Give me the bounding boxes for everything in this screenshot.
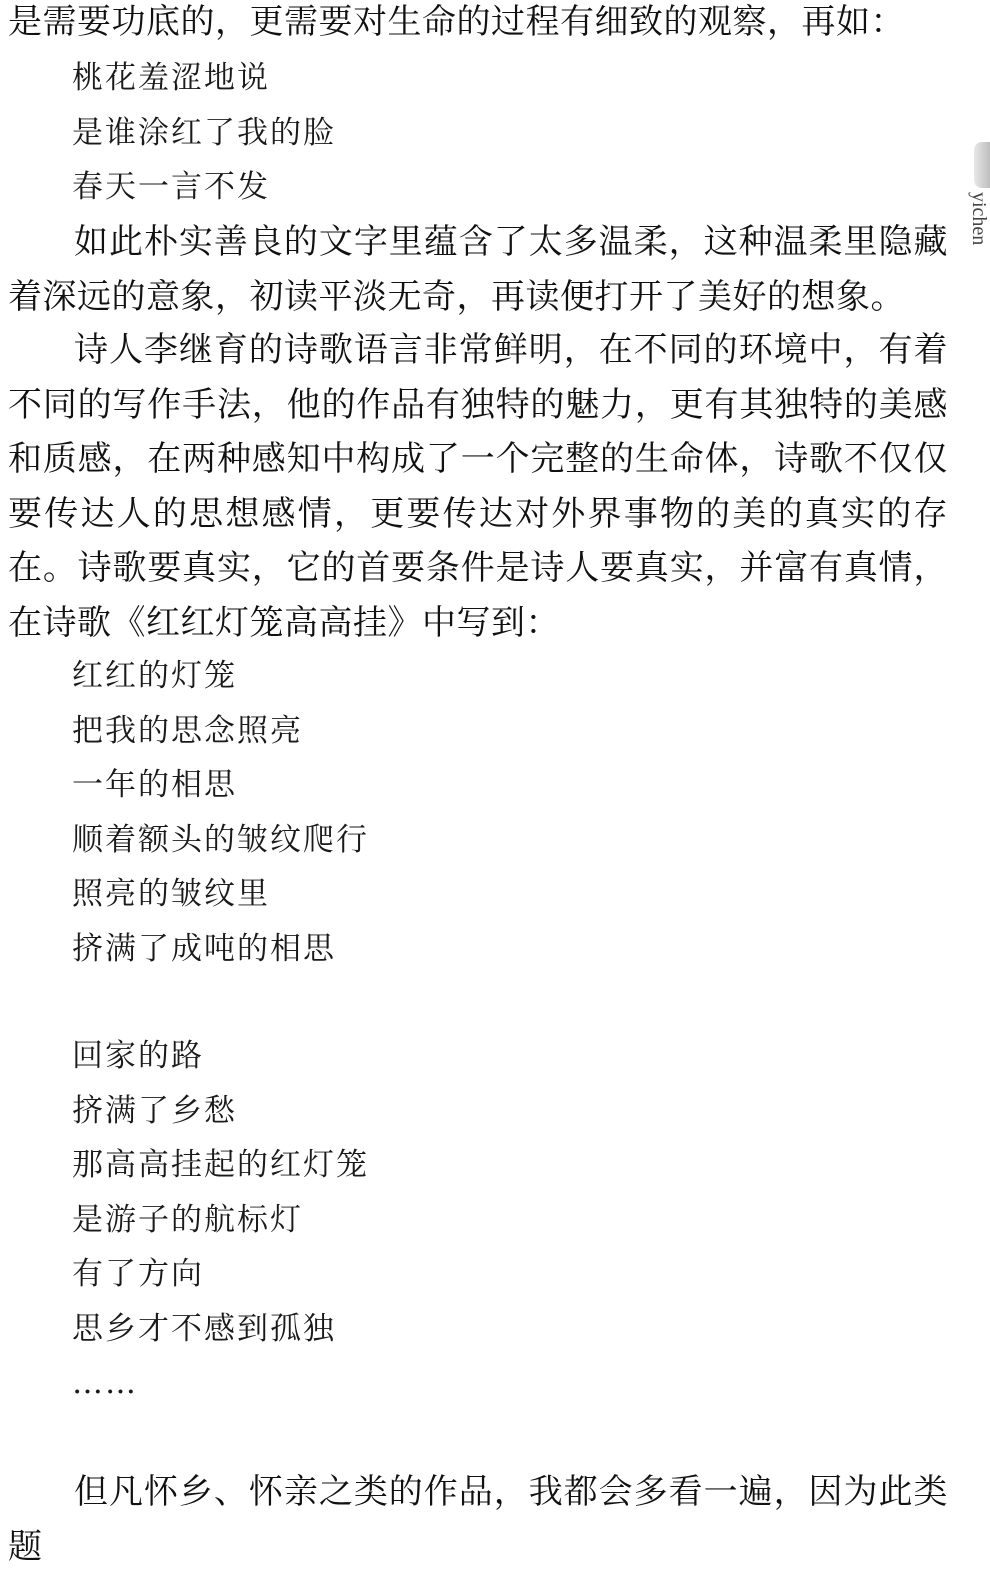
verse-line: 思乡才不感到孤独 xyxy=(72,1310,336,1347)
edge-tab-label: yichen xyxy=(968,192,990,246)
verse-ellipsis: …… xyxy=(72,1365,138,1401)
verse-block-red-lantern xyxy=(72,649,369,976)
verse-line: 把我的思念照亮 xyxy=(72,712,303,749)
verse-line: 有了方向 xyxy=(72,1256,204,1292)
verse-line: 挤满了成吨的相思 xyxy=(72,930,336,967)
paragraph-continuation: 是需要功底的，更需要对生命的过程有细致的观察，再如： xyxy=(8,2,905,42)
verse-line: 是谁涂红了我的脸 xyxy=(72,114,336,151)
verse-line: 红红的灯笼 xyxy=(72,658,237,694)
paragraph-homesick-works: 但凡怀乡、怀亲之类的作品，我都会多看一遍，因为此类题 xyxy=(8,1472,948,1567)
verse-line: 回家的路 xyxy=(72,1038,204,1074)
verse-line: 顺着额头的皱纹爬行 xyxy=(72,821,369,858)
verse-line: 春天一言不发 xyxy=(72,169,270,205)
verse-line: 一年的相思 xyxy=(72,767,237,803)
edge-ornament-icon xyxy=(974,142,990,188)
page-edge-tab xyxy=(968,70,990,246)
paragraph-poet-language: 诗人李继育的诗歌语言非常鲜明，在不同的环境中，有着不同的写作手法，他的作品有独特的魅力，更有其独特的美感和质感，在两种感知中构成了一个完整的生命体，诗歌不仅仅要传达人的思想感情，更要传达对外界事物的美的真实的存在。诗歌要真实，它的首要条件是诗人要真实，并富有真情，在诗歌《红红灯笼高高挂》中写到： xyxy=(8,330,948,643)
verse-line: 照亮的皱纹里 xyxy=(72,876,270,912)
verse-line: 挤满了乡愁 xyxy=(72,1092,237,1129)
paragraph-gentleness: 如此朴实善良的文字里蕴含了太多温柔，这种温柔里隐藏着深远的意象，初读平淡无奇，再读便打开了美好的想象。 xyxy=(8,222,948,317)
verse-line: 桃花羞涩地说 xyxy=(72,60,270,96)
verse-block-peach-blossom xyxy=(72,51,336,215)
verse-line: 那高高挂起的红灯笼 xyxy=(72,1147,369,1183)
verse-block-way-home xyxy=(72,1029,369,1411)
verse-line: 是游子的航标灯 xyxy=(72,1201,303,1238)
